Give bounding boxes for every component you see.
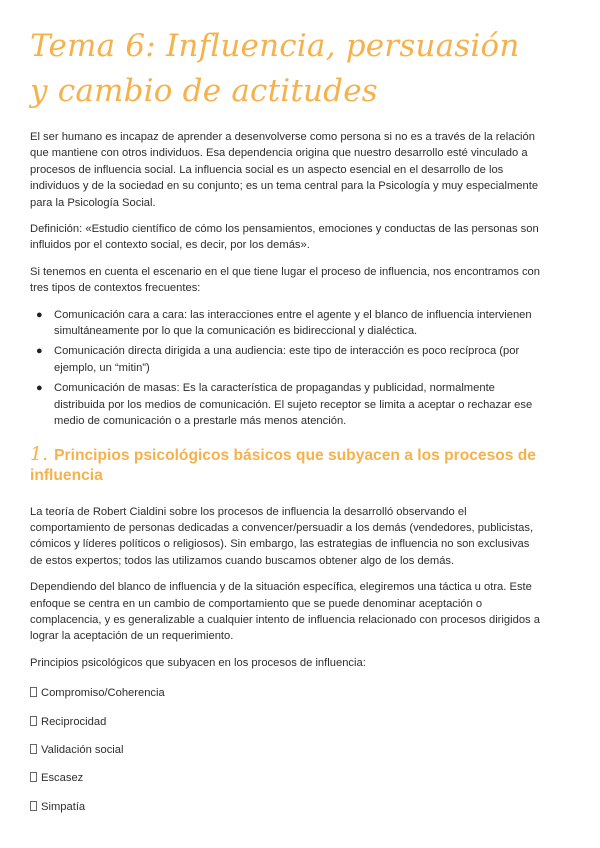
principles-list (30, 685, 542, 815)
list-item (30, 343, 542, 376)
list-item (30, 742, 542, 758)
principle-label: Compromiso/Coherencia (41, 687, 165, 700)
tactics-paragraph: Dependiendo del blanco de influencia y de la situación específica, elegiremos una táctica u otra. Este enfoque se centra en un cambio de comportamiento que se puede denominar aceptación o complacencia, y es generalizable a cualquier intento de influencia relacionado con procesos dirigidos a lograr la aceptación de un requerimiento. (30, 581, 540, 643)
list-item (30, 770, 542, 786)
page-title: Tema 6: Influencia, persuasión y cambio de actitudes (30, 28, 520, 109)
missing-glyph-icon (30, 687, 37, 697)
context-text: Comunicación directa dirigida a una audiencia: este tipo de interacción es poco recíproca (por ejemplo, un “mitin”) (54, 345, 520, 374)
missing-glyph-icon (30, 744, 37, 754)
list-item (30, 685, 542, 701)
context-text: Comunicación de masas: Es la característica de propagandas y publicidad, normalmente distribuida por los medios de comunicación. El sujeto receptor se limita a aceptar o rechazar ese medio de comunicación o a prestarle más menos atención. (54, 382, 533, 428)
section-heading-text: Principios psicológicos básicos que subyacen a los procesos de influencia (30, 446, 536, 484)
list-item (30, 799, 542, 815)
section-heading (30, 444, 542, 486)
definition-paragraph: Definición: «Estudio científico de cómo los pensamientos, emociones y conductas de las personas son influidos por el contexto social, es decir, por los demás». (30, 223, 539, 252)
section-number: 1. (30, 442, 49, 465)
list-item (30, 307, 542, 340)
principle-label: Reciprocidad (41, 715, 107, 728)
principles-intro: Principios psicológicos que subyacen en los procesos de influencia: (30, 656, 366, 669)
context-text: Comunicación cara a cara: las interacciones entre el agente y el blanco de influencia intervienen simultáneamente por lo que la comunicación es bidireccional y dialéctica. (54, 308, 532, 338)
missing-glyph-icon (30, 716, 37, 726)
bullet-icon: ● (36, 345, 43, 358)
missing-glyph-icon (30, 772, 37, 782)
principle-label: Simpatía (41, 800, 86, 813)
missing-glyph-icon (30, 801, 37, 811)
list-item (30, 380, 542, 429)
contexts-list (30, 307, 542, 430)
intro-paragraph: El ser humano es incapaz de aprender a desenvolverse como persona si no es a través de la relación que mantiene con otros individuos. Esa dependencia origina que nuestro desarrollo esté vinculado a procesos de influencia social. La influencia social es un aspecto esencial en el desarrollo de los individuos y de la sociedad en su conjunto; es un tema central para la Psicología y muy especialmente para la Psicología Social. (30, 131, 539, 209)
cialdini-paragraph: La teoría de Robert Cialdini sobre los procesos de influencia la desarrolló observando el comportamiento de personas dedicadas a convencer/persuadir a los demás (vendedores, publicistas, cómicos y líderes políticos o religiosos). Sin embargo, las estrategias de influencia no son exclusivas de estos expertos; todos las utilizamos cuando buscamos obtener algo de los demás. (30, 505, 534, 567)
contexts-intro-paragraph: Si tenemos en cuenta el escenario en el que tiene lugar el proceso de influencia, nos encontramos con tres tipos de contextos frecuentes: (30, 265, 540, 295)
bullet-icon: ● (36, 308, 43, 321)
list-item (30, 714, 542, 730)
principle-label: Escasez (41, 772, 84, 785)
bullet-icon: ● (36, 382, 43, 395)
principle-label: Validación social (41, 743, 124, 756)
document-body (30, 129, 542, 815)
